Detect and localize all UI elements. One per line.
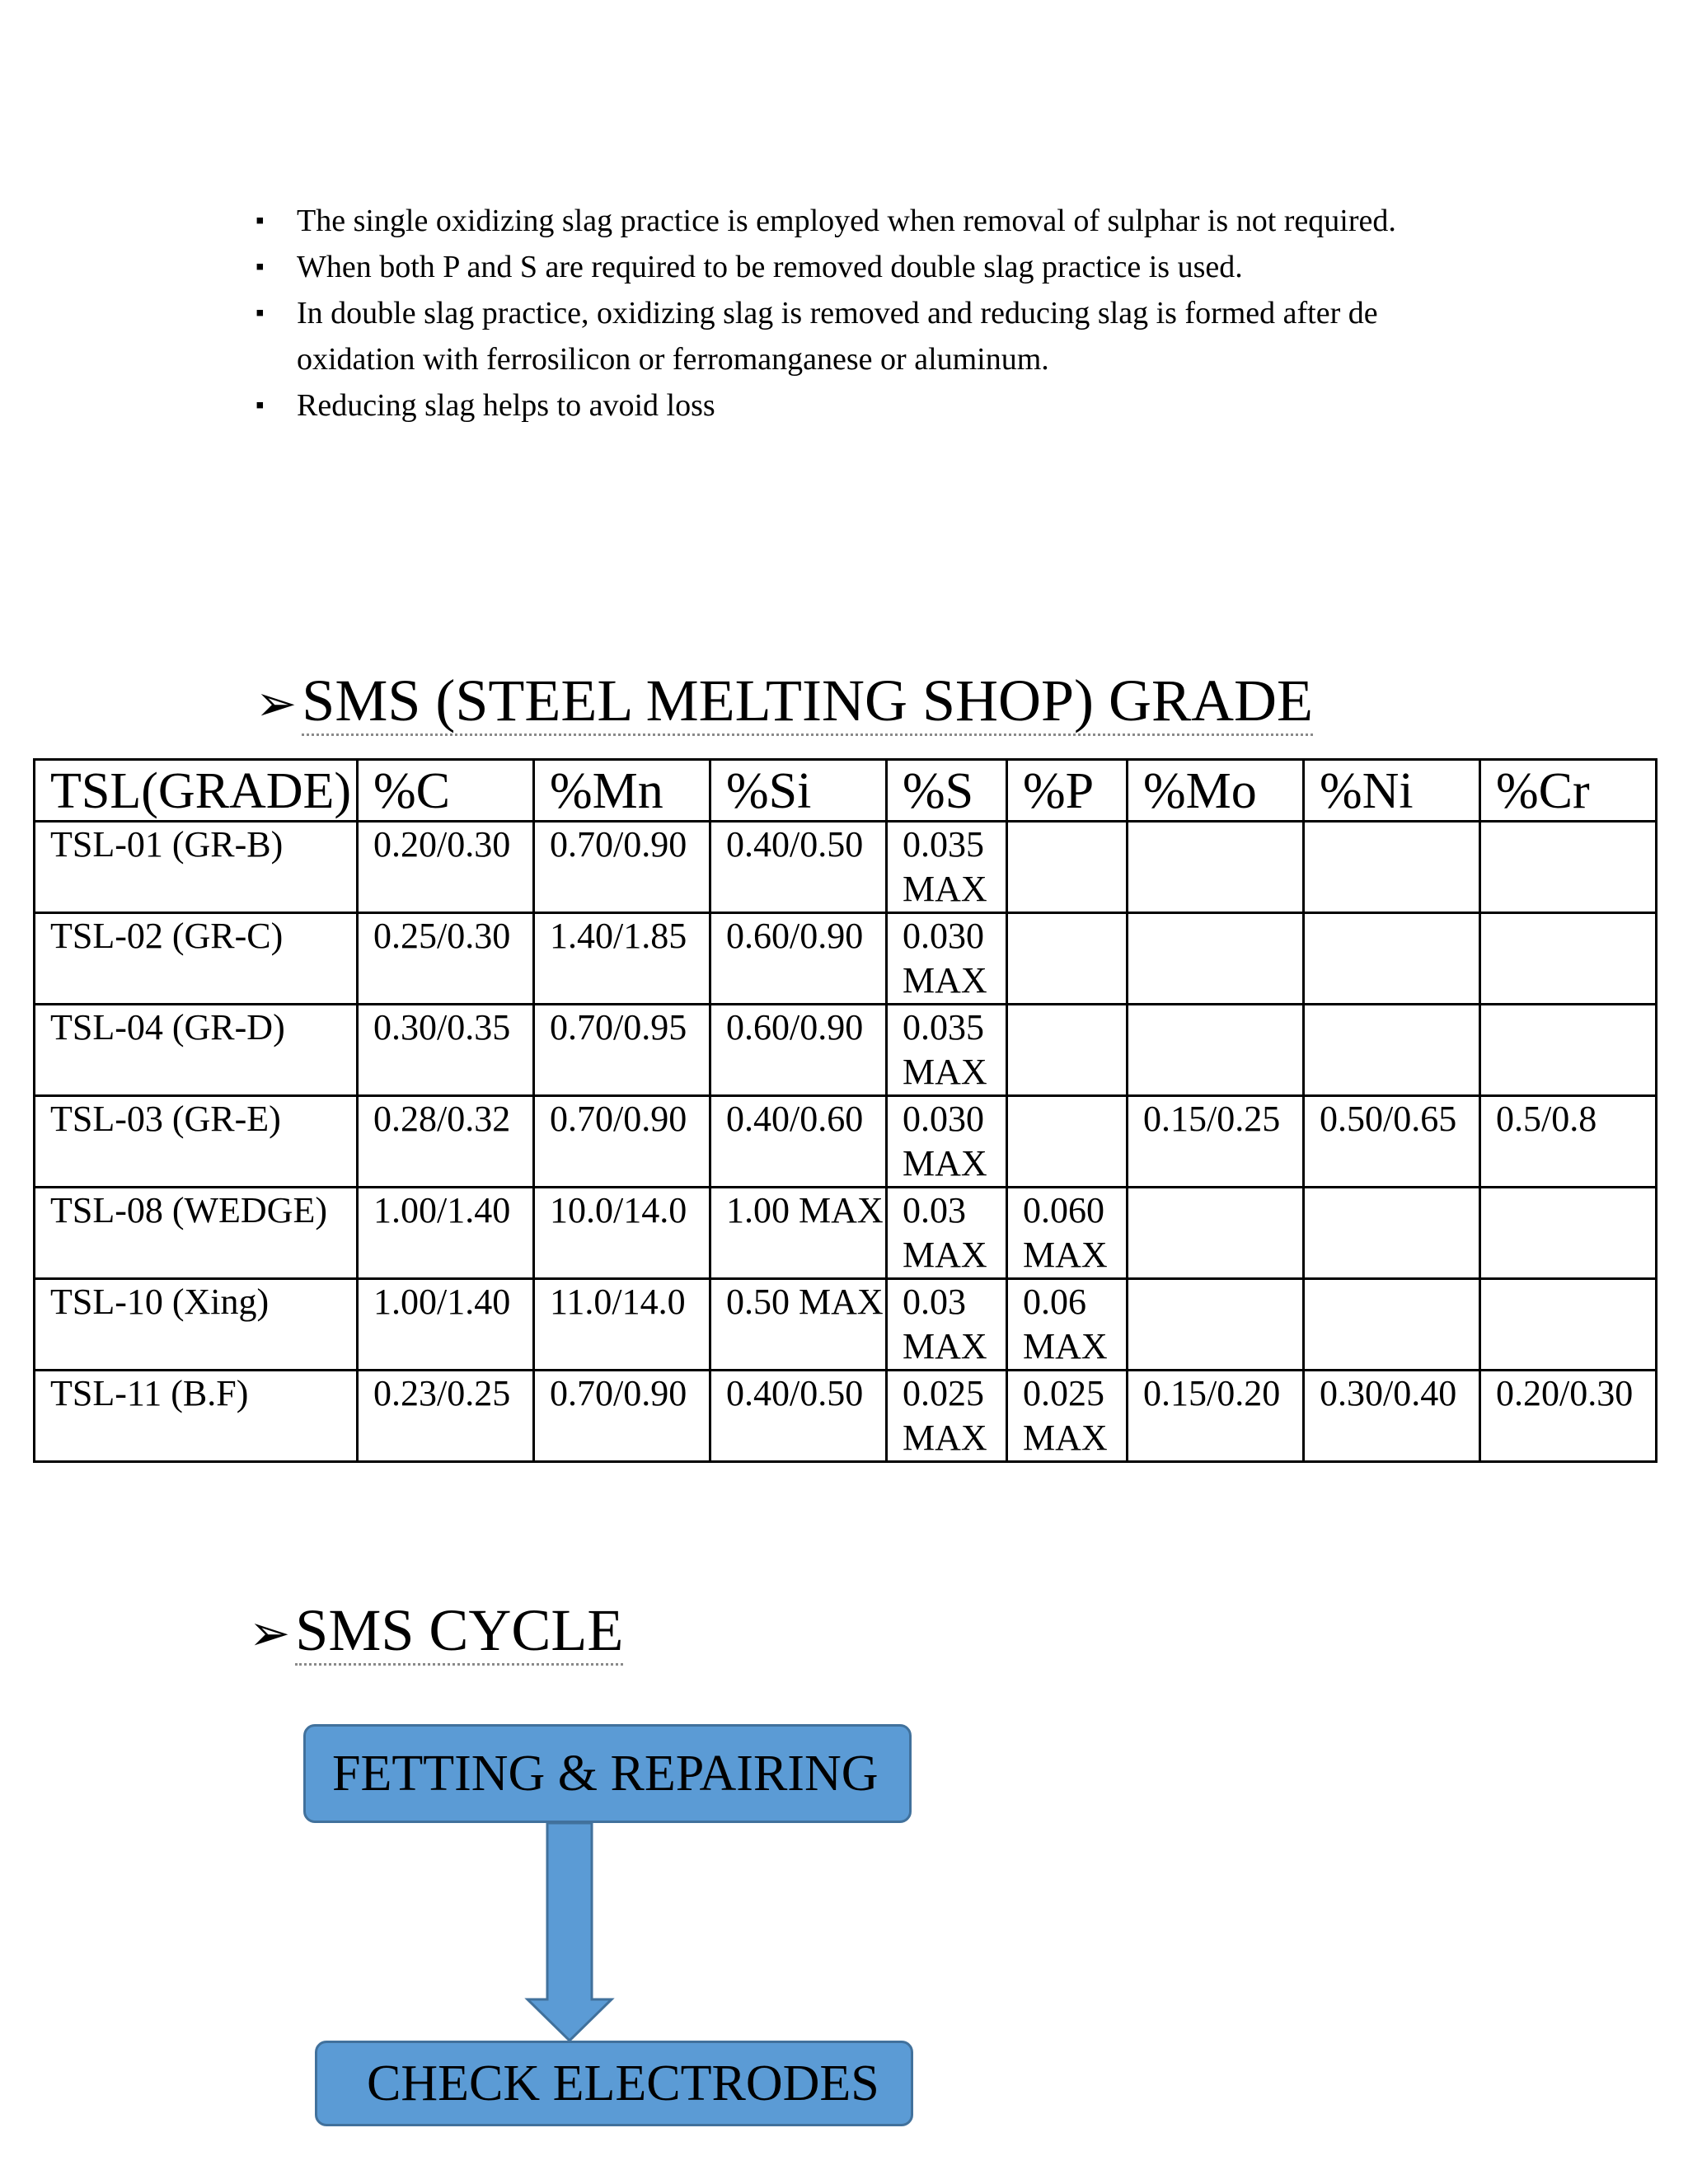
table-cell: 0.025 MAX	[887, 1371, 1007, 1462]
table-cell: 0.40/0.60	[710, 1096, 887, 1188]
table-cell: 0.060 MAX	[1007, 1188, 1128, 1279]
table-cell: 1.40/1.85	[534, 913, 710, 1005]
table-cell: 0.035 MAX	[887, 822, 1007, 913]
table-cell	[1480, 822, 1657, 913]
table-cell	[1128, 913, 1304, 1005]
grade-table	[33, 758, 1658, 1463]
table-cell: 0.03 MAX	[887, 1188, 1007, 1279]
table-cell: 0.25/0.30	[358, 913, 534, 1005]
column-header: TSL(GRADE)	[35, 760, 358, 822]
table-cell: 0.035 MAX	[887, 1005, 1007, 1096]
grade-section-title: SMS (STEEL MELTING SHOP) GRADE	[302, 668, 1313, 736]
table-cell: 0.50 MAX	[710, 1279, 887, 1371]
table-cell: 0.030 MAX	[887, 913, 1007, 1005]
bullet-text: When both P and S are required to be removed double slag practice is used.	[297, 250, 1243, 284]
column-header: %Mo	[1128, 760, 1304, 822]
bullet-marker-icon: ▪	[256, 391, 265, 419]
table-row	[35, 1188, 1657, 1279]
table-cell: 0.30/0.35	[358, 1005, 534, 1096]
table-cell: 0.60/0.90	[710, 1005, 887, 1096]
table-cell	[1480, 1005, 1657, 1096]
table-cell	[1304, 1005, 1480, 1096]
table-cell: 0.70/0.95	[534, 1005, 710, 1096]
bullet-item	[247, 244, 1484, 290]
table-cell: 0.20/0.30	[358, 822, 534, 913]
table-cell	[1128, 822, 1304, 913]
bullet-text: The single oxidizing slag practice is employed when removal of sulphar is not required.	[297, 204, 1396, 238]
table-cell: 0.60/0.90	[710, 913, 887, 1005]
bullet-marker-icon: ▪	[256, 253, 265, 280]
bullet-text: Reducing slag helps to avoid loss	[297, 388, 715, 423]
flow-step-label: CHECK ELECTRODES	[367, 2055, 879, 2111]
table-cell: 1.00/1.40	[358, 1279, 534, 1371]
table-cell: 1.00/1.40	[358, 1188, 534, 1279]
bullet-item	[247, 198, 1484, 244]
table-cell: 11.0/14.0	[534, 1279, 710, 1371]
table-cell: 0.70/0.90	[534, 1371, 710, 1462]
table-cell	[1304, 913, 1480, 1005]
table-cell: 0.5/0.8	[1480, 1096, 1657, 1188]
table-cell: 0.20/0.30	[1480, 1371, 1657, 1462]
table-cell: TSL-03 (GR-E)	[35, 1096, 358, 1188]
flow-step-box	[315, 2041, 913, 2126]
column-header: %Si	[710, 760, 887, 822]
table-cell	[1480, 1279, 1657, 1371]
table-cell: 1.00 MAX	[710, 1188, 887, 1279]
table-cell: 0.28/0.32	[358, 1096, 534, 1188]
table-cell	[1007, 1096, 1128, 1188]
table-cell: 0.025 MAX	[1007, 1371, 1128, 1462]
bullet-item	[247, 382, 1484, 429]
table-cell: TSL-04 (GR-D)	[35, 1005, 358, 1096]
table-cell	[1128, 1279, 1304, 1371]
table-cell	[1304, 822, 1480, 913]
table-cell	[1007, 913, 1128, 1005]
table-row	[35, 1096, 1657, 1188]
table-cell: 0.50/0.65	[1304, 1096, 1480, 1188]
table-cell	[1128, 1005, 1304, 1096]
table-cell: 10.0/14.0	[534, 1188, 710, 1279]
bullet-list	[247, 198, 1484, 429]
table-cell: 0.06 MAX	[1007, 1279, 1128, 1371]
bullet-text: In double slag practice, oxidizing slag is removed and reducing slag is formed after de oxidation with ferrosilicon or ferromanganese or aluminum.	[297, 296, 1378, 377]
arrow-bullet-icon: ➢	[256, 677, 298, 731]
bullet-item	[247, 290, 1475, 382]
table-cell	[1304, 1279, 1480, 1371]
bullet-marker-icon: ▪	[256, 207, 265, 234]
table-cell: TSL-11 (B.F)	[35, 1371, 358, 1462]
table-header-row	[35, 760, 1657, 822]
column-header: %Ni	[1304, 760, 1480, 822]
column-header: %C	[358, 760, 534, 822]
table-cell: 0.70/0.90	[534, 1096, 710, 1188]
table-cell: 0.15/0.25	[1128, 1096, 1304, 1188]
table-cell	[1480, 1188, 1657, 1279]
table-cell: TSL-10 (Xing)	[35, 1279, 358, 1371]
table-cell: 0.15/0.20	[1128, 1371, 1304, 1462]
table-cell: 0.23/0.25	[358, 1371, 534, 1462]
table-row	[35, 1371, 1657, 1462]
table-cell	[1007, 1005, 1128, 1096]
bullet-marker-icon: ▪	[256, 299, 265, 326]
grade-section-heading	[256, 668, 1313, 737]
column-header: %Cr	[1480, 760, 1657, 822]
table-cell	[1007, 822, 1128, 913]
table-row	[35, 822, 1657, 913]
column-header: %Mn	[534, 760, 710, 822]
table-cell	[1480, 913, 1657, 1005]
flow-step-label: FETTING & REPAIRING	[332, 1746, 879, 1802]
flow-step-box	[303, 1724, 912, 1823]
table-cell: 0.030 MAX	[887, 1096, 1007, 1188]
table-row	[35, 913, 1657, 1005]
table-cell: 0.30/0.40	[1304, 1371, 1480, 1462]
table-cell: 0.40/0.50	[710, 822, 887, 913]
column-header: %P	[1007, 760, 1128, 822]
table-cell: 0.03 MAX	[887, 1279, 1007, 1371]
cycle-section-title: SMS CYCLE	[295, 1597, 623, 1666]
down-arrow-icon	[524, 1823, 615, 2042]
table-row	[35, 1279, 1657, 1371]
table-cell	[1304, 1188, 1480, 1279]
table-cell: 0.40/0.50	[710, 1371, 887, 1462]
table-cell: TSL-02 (GR-C)	[35, 913, 358, 1005]
table-row	[35, 1005, 1657, 1096]
table-cell	[1128, 1188, 1304, 1279]
cycle-section-heading	[249, 1597, 623, 1666]
table-cell: TSL-01 (GR-B)	[35, 822, 358, 913]
table-cell: 0.70/0.90	[534, 822, 710, 913]
table-cell: TSL-08 (WEDGE)	[35, 1188, 358, 1279]
arrow-bullet-icon: ➢	[249, 1606, 291, 1661]
column-header: %S	[887, 760, 1007, 822]
